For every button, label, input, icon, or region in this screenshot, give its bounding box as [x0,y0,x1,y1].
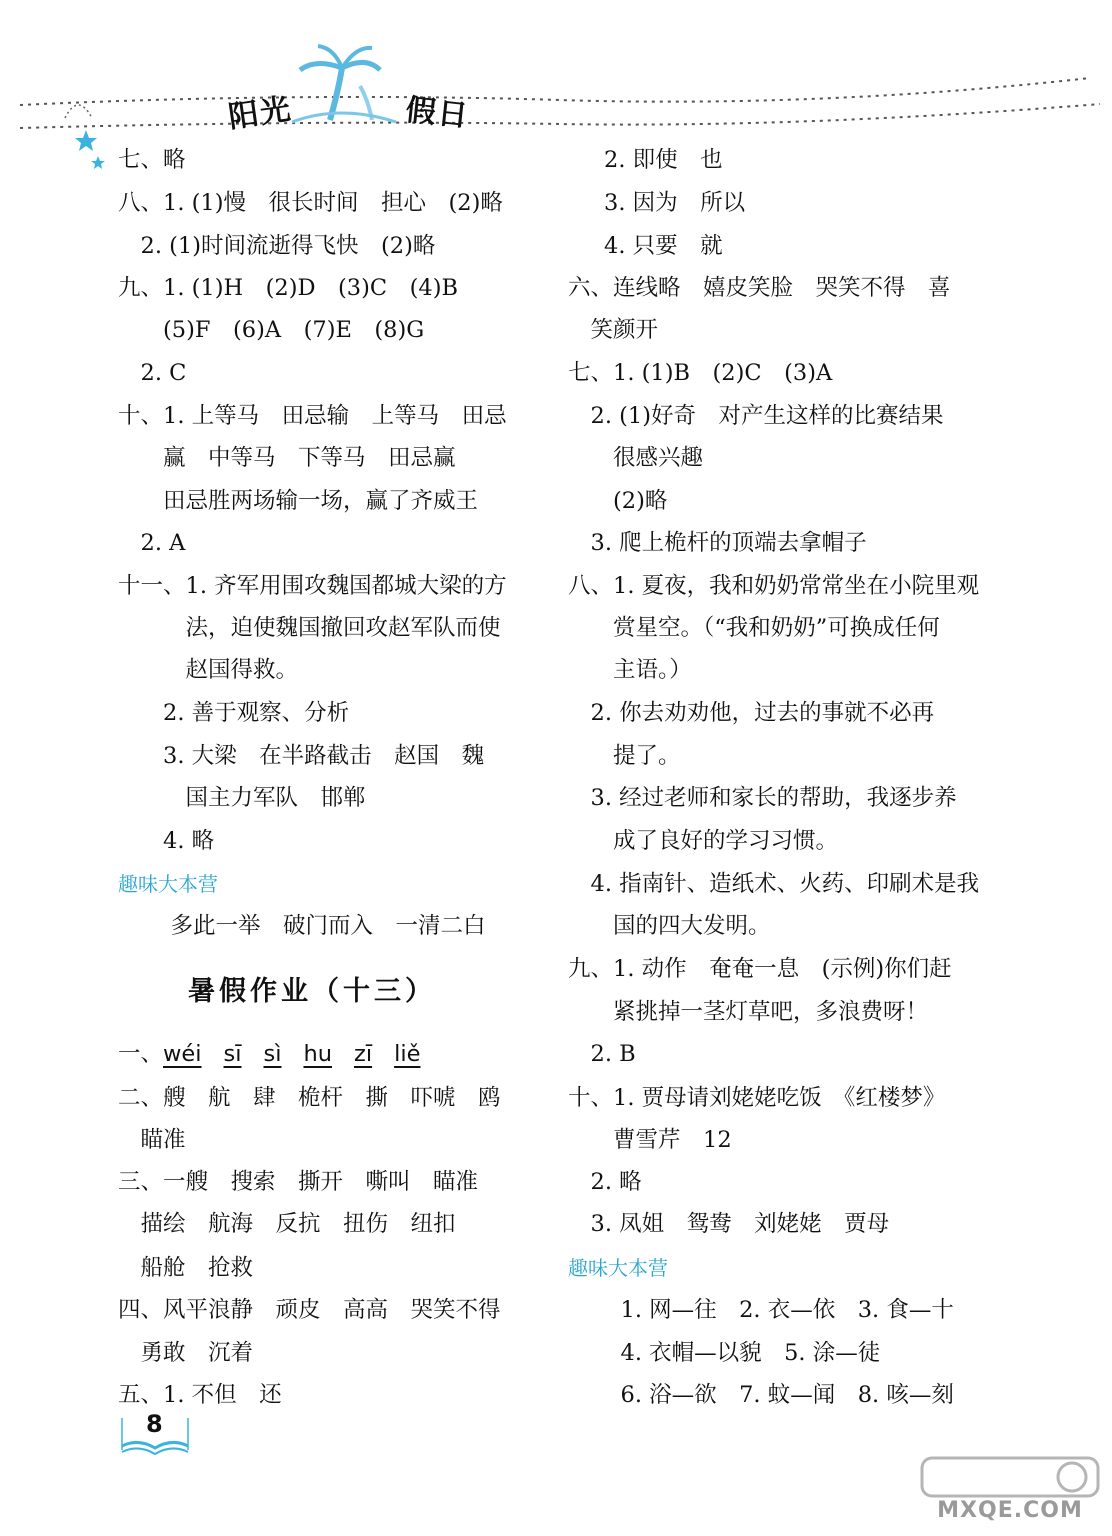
answer-line: 2. A [118,530,186,556]
watermark-logo [912,1452,1108,1502]
answer-line: 2. 善于观察、分析 [118,700,350,726]
answer-line: 6. 浴—欲 7. 蚊—闻 8. 咳—刻 [598,1382,954,1408]
answer-line: 十、1. 上等马 田忌输 上等马 田忌 [118,403,507,429]
answer-line: 2. B [568,1041,636,1067]
pinyin-answer-line [118,1036,442,1072]
answer-line: 三、一艘 搜索 撕开 嘶叫 瞄准 [118,1169,479,1195]
answer-line: 船舱 抢救 [118,1255,254,1281]
answer-line: 赵国得救。 [118,657,299,683]
answer-line: 主语。） [568,657,692,683]
page-number [118,1410,192,1458]
answer-line: 2. 即使 也 [604,147,723,173]
watermark-text: MXQE.COM [937,1498,1083,1523]
answer-line: 很感兴趣 [568,445,704,471]
answer-line: 五、1. 不但 还 [118,1382,282,1408]
section-label-fun-camp: 趣味大本营 [118,872,218,896]
answer-line: 4. 只要 就 [604,233,723,259]
answer-line: 四、风平浪静 顽皮 高高 哭笑不得 [118,1297,501,1323]
answer-line: 八、1. 夏夜，我和奶奶常常坐在小院里观 [568,573,980,599]
pinyin-list [163,1036,442,1072]
answer-line: 多此一举 破门而入 一清二白 [148,913,486,939]
answer-line: 国的四大发明。 [568,913,771,939]
answer-line: 田忌胜两场输一场，赢了齐威王 [118,488,479,514]
answer-line: 3. 凤姐 鸳鸯 刘姥姥 贾母 [568,1211,890,1237]
answer-line: 4. 略 [118,828,215,854]
answer-line: 赢 中等马 下等马 田忌赢 [118,445,456,471]
answer-line: 2. (1)好奇 对产生这样的比赛结果 [568,403,944,429]
pinyin-item: hu [303,1041,333,1067]
brand-yangguang: 阳光 [226,91,295,136]
answer-line: 2. 你去劝劝他，过去的事就不必再 [568,700,935,726]
answer-line: 3. 经过老师和家长的帮助，我逐步养 [568,785,957,811]
answer-line: 九、1. (1)H (2)D (3)C (4)B [118,275,459,301]
assignment-heading: 暑假作业（十三） [188,976,436,1007]
answer-line: 1. 网—往 2. 衣—依 3. 食—十 [598,1297,954,1323]
pinyin-item: liě [394,1041,421,1067]
page-header [0,0,1112,150]
answer-line: 3. 因为 所以 [604,190,746,216]
answer-line: (2)略 [568,488,668,514]
star-icon [72,126,112,176]
watermark [912,1452,1108,1536]
answer-line: 九、1. 动作 奄奄一息 (示例)你们赶 [568,956,952,982]
answer-line: 勇敢 沉着 [118,1340,254,1366]
question-number: 一、 [118,1041,164,1067]
answer-line: 描绘 航海 反抗 扭伤 纽扣 [118,1211,456,1237]
answer-line: 2. (1)时间流逝得飞快 (2)略 [118,233,436,259]
pinyin-item: sī [223,1041,242,1067]
pinyin-item: zī [354,1041,373,1067]
answer-line: 十、1. 贾母请刘姥姥吃饭 《红楼梦》 [568,1085,946,1111]
answer-line: 紧挑掉一茎灯草吧，多浪费呀！ [568,999,929,1025]
answer-line: 瞄准 [118,1127,186,1153]
answer-line: 七、1. (1)B (2)C (3)A [568,360,833,386]
section-label-fun-camp: 趣味大本营 [568,1256,668,1280]
answer-line: 法，迫使魏国撤回攻赵军队而使 [118,615,501,641]
answer-line: 七、略 [118,147,186,173]
pinyin-item: sì [263,1041,282,1067]
answer-line: (5)F (6)A (7)E (8)G [118,317,425,343]
answer-line: 成了良好的学习习惯。 [568,828,839,854]
answer-line: 二、艘 航 肆 桅杆 撕 吓唬 鸥 [118,1085,501,1111]
answer-line: 赏星空。（“我和奶奶”可换成任何 [568,615,940,641]
answer-line: 十一、1. 齐军用围攻魏国都城大梁的方 [118,573,507,599]
answer-line: 曹雪芹 12 [568,1127,732,1153]
palm-tree-icon [292,46,396,122]
answer-line: 2. C [118,360,187,386]
page-number-text: 8 [146,1410,163,1438]
answer-line: 3. 爬上桅杆的顶端去拿帽子 [568,530,867,556]
answer-line: 4. 衣帽—以貌 5. 涂—徒 [598,1340,881,1366]
answer-line: 4. 指南针、造纸术、火药、印刷术是我 [568,871,980,897]
answer-line: 笑颜开 [568,317,659,343]
header-decoration [0,0,1112,150]
answer-line: 提了。 [568,743,681,769]
answer-line: 国主力军队 邯郸 [118,785,366,811]
answer-line: 2. 略 [568,1169,642,1195]
answer-line: 3. 大梁 在半路截击 赵国 魏 [118,743,485,769]
pinyin-item: wéi [163,1041,202,1067]
brand-jiari: 假日 [403,92,472,135]
answer-line: 八、1. (1)慢 很长时间 担心 (2)略 [118,190,503,216]
answer-line: 六、连线略 嬉皮笑脸 哭笑不得 喜 [568,275,951,301]
